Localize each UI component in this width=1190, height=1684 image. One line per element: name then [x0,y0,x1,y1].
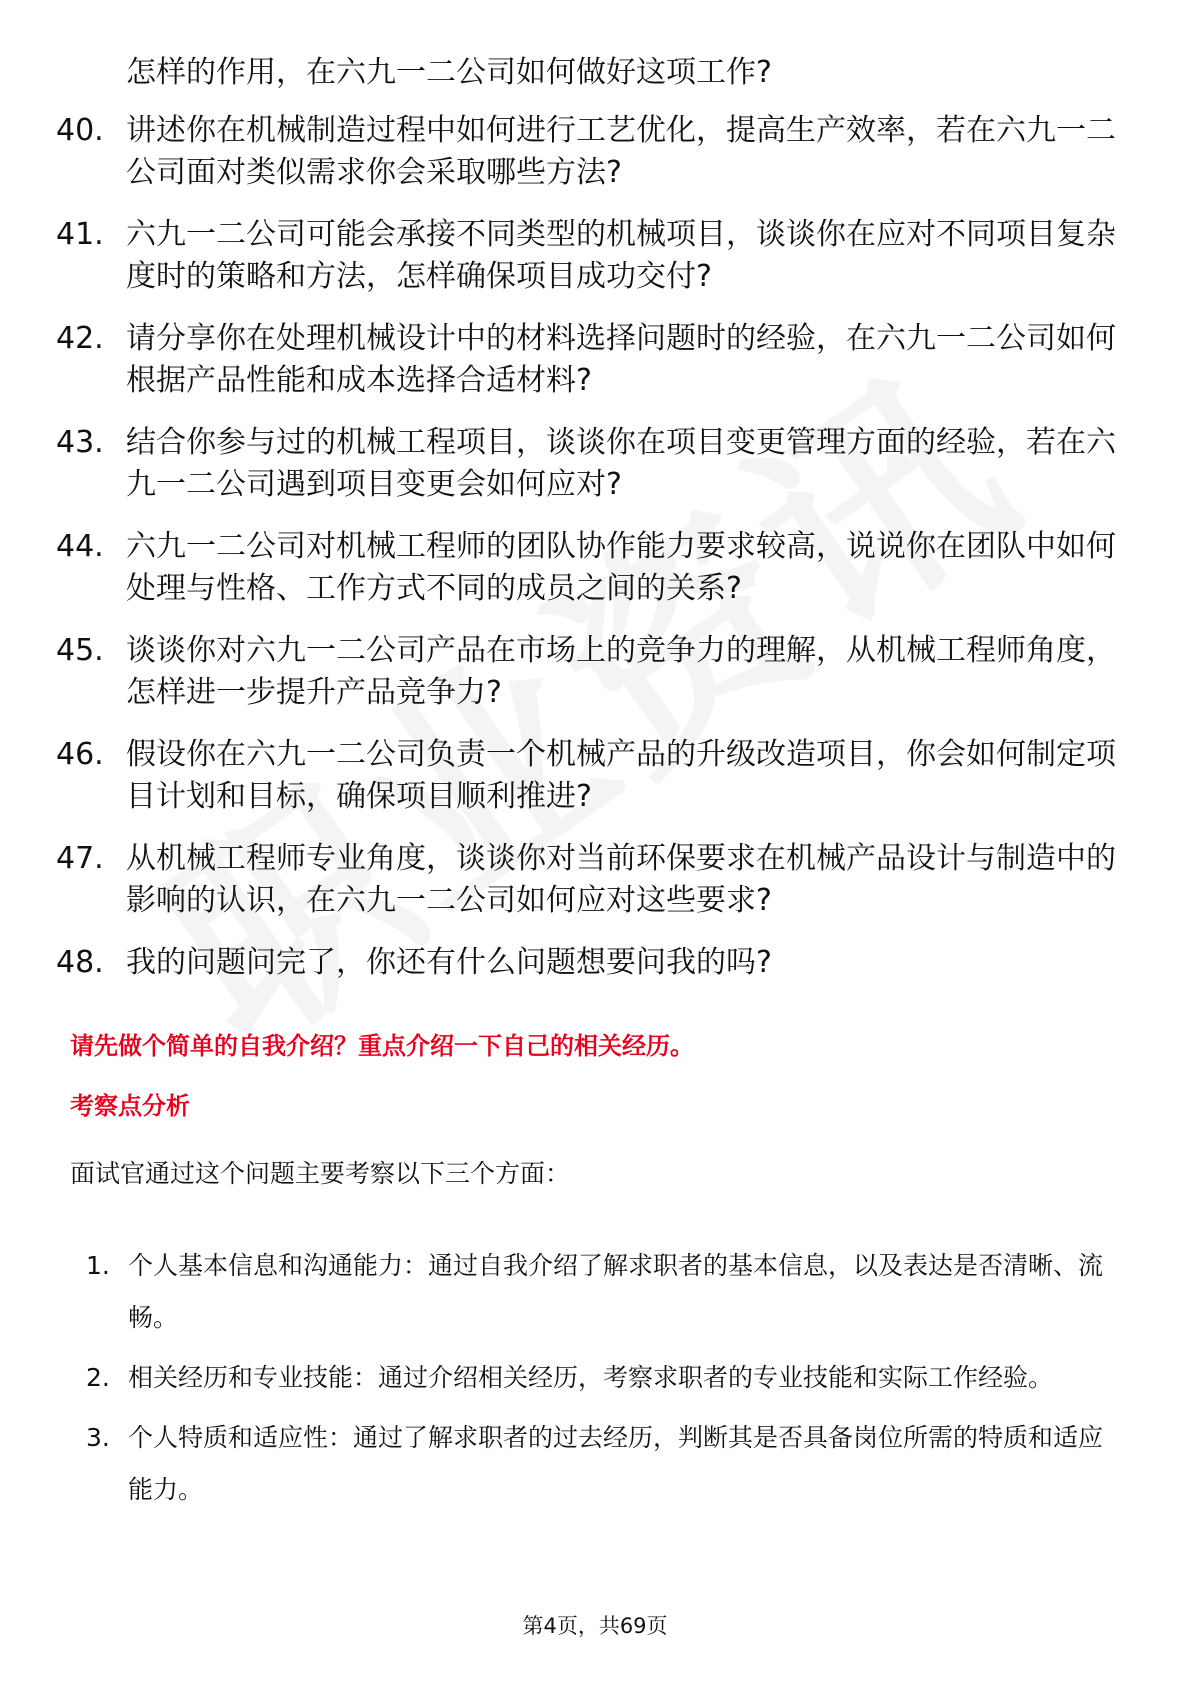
question-number: 41. [56,217,104,252]
question-text: 六九一二公司可能会承接不同类型的机械项目，谈谈你在应对不同项目复杂度时的策略和方法，怎样确保项目成功交付? [126,217,1116,294]
point-text: 个人基本信息和沟通能力：通过自我介绍了解求职者的基本信息，以及表达是否清晰、流畅。 [128,1251,1104,1332]
question-number: 40. [56,113,104,148]
analysis-point [86,1412,1126,1516]
point-number: 1. [86,1251,110,1280]
question-text: 从机械工程师专业角度，谈谈你对当前环保要求在机械产品设计与制造中的影响的认识，在六九一二公司如何应对这些要求? [126,841,1116,918]
question-text: 我的问题问完了，你还有什么问题想要问我的吗? [126,945,772,980]
question-number: 42. [56,321,104,356]
question-number: 43. [56,425,104,460]
question-item [56,630,1116,714]
analysis-point [86,1352,1126,1404]
question-text: 假设你在六九一二公司负责一个机械产品的升级改造项目，你会如何制定项目计划和目标，确保项目顺利推进? [126,737,1116,814]
question-item [56,52,1116,94]
question-number: 47. [56,841,104,876]
section-title: 请先做个简单的自我介绍？重点介绍一下自己的相关经历。 [70,1032,694,1060]
question-text: 结合你参与过的机械工程项目，谈谈你在项目变更管理方面的经验，若在六九一二公司遇到项目变更会如何应对? [126,425,1116,502]
question-item [56,110,1116,194]
question-item [56,734,1116,818]
analysis-point [86,1240,1126,1344]
point-text: 相关经历和专业技能：通过介绍相关经历，考察求职者的专业技能和实际工作经验。 [128,1363,1054,1392]
question-item [56,942,1116,984]
question-number: 45. [56,633,104,668]
question-text: 六九一二公司对机械工程师的团队协作能力要求较高，说说你在团队中如何处理与性格、工作方式不同的成员之间的关系? [126,529,1116,606]
question-item [56,838,1116,922]
point-number: 3. [86,1423,110,1452]
question-number: 46. [56,737,104,772]
question-text: 请分享你在处理机械设计中的材料选择问题时的经验，在六九一二公司如何根据产品性能和成本选择合适材料? [126,321,1116,398]
page-footer: 第4页，共69页 [522,1614,668,1638]
question-item [56,214,1116,298]
question-number: 48. [56,945,104,980]
analysis-point-list [86,1240,1126,1524]
question-text: 讲述你在机械制造过程中如何进行工艺优化，提高生产效率，若在六九一二公司面对类似需求你会采取哪些方法? [126,113,1116,190]
point-number: 2. [86,1363,110,1392]
question-item [56,526,1116,610]
question-item [56,318,1116,402]
question-number: 44. [56,529,104,564]
question-text: 怎样的作用，在六九一二公司如何做好这项工作? [126,55,772,90]
analysis-title: 考察点分析 [70,1092,190,1120]
question-text: 谈谈你对六九一二公司产品在市场上的竞争力的理解，从机械工程师角度，怎样进一步提升产品竞争力? [126,633,1116,710]
point-text: 个人特质和适应性：通过了解求职者的过去经历，判断其是否具备岗位所需的特质和适应能力。 [128,1423,1104,1504]
intro-text: 面试官通过这个问题主要考察以下三个方面： [70,1159,571,1188]
question-item [56,422,1116,506]
question-list [56,52,1116,1004]
